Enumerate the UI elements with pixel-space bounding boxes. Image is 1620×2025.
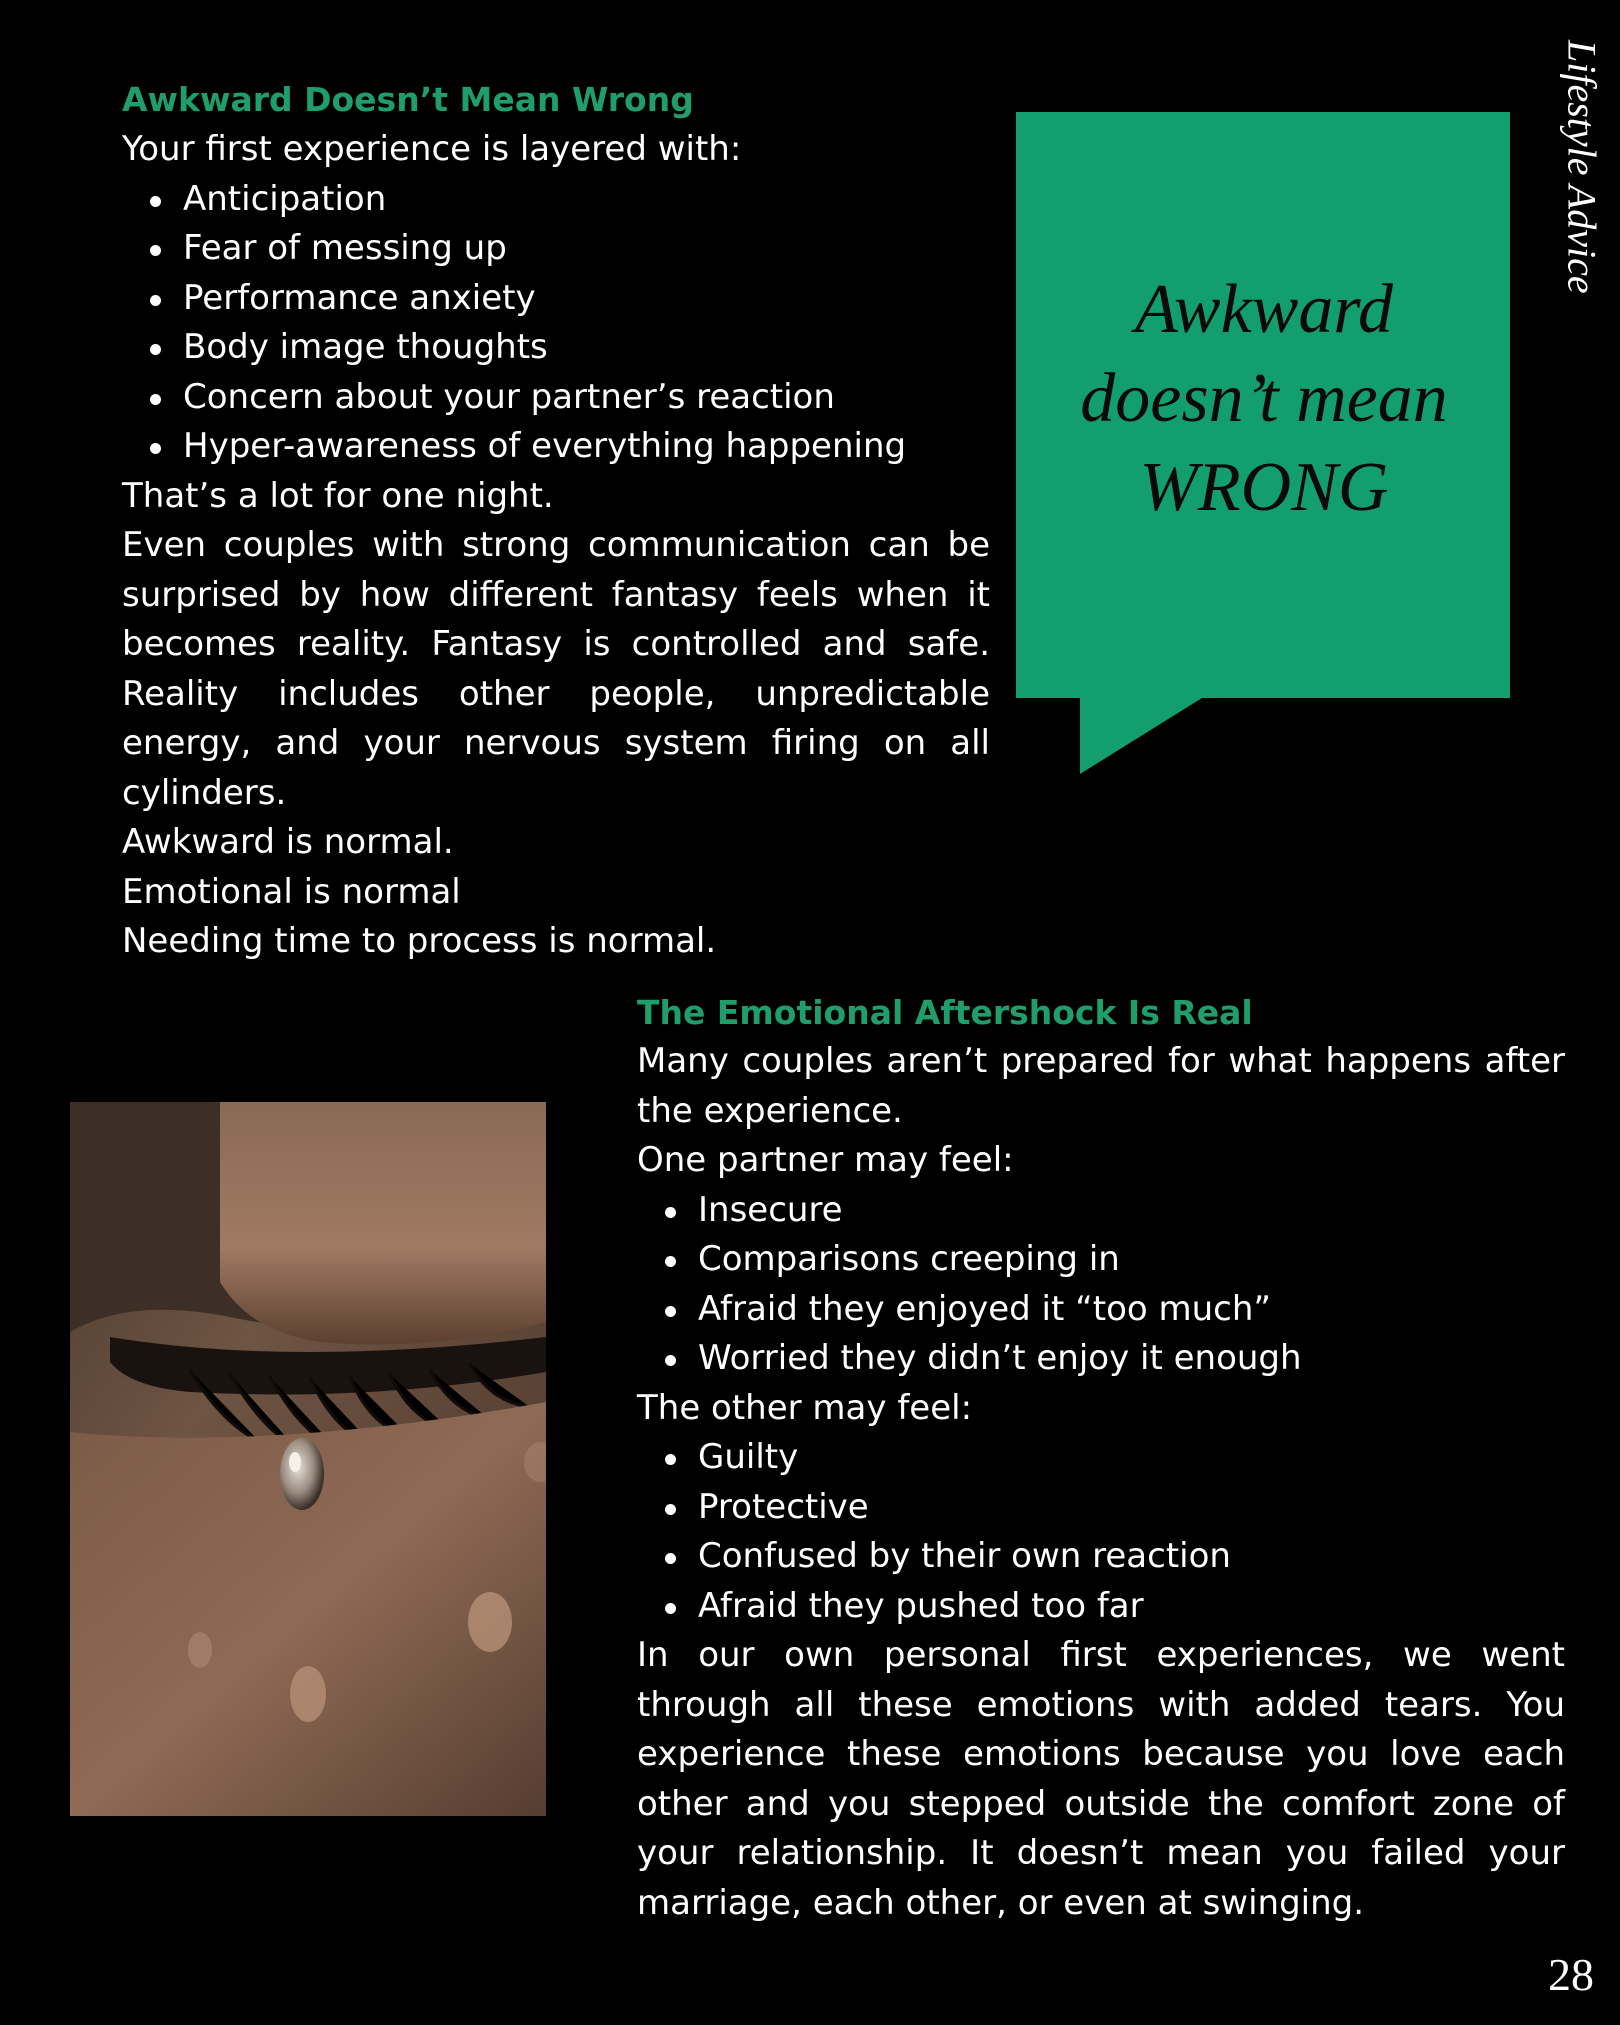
tear-eye-photo xyxy=(70,1102,546,1816)
list-item: Concern about your partner’s reaction xyxy=(150,373,990,423)
list-item: Hyper-awareness of everything happening xyxy=(150,422,990,472)
body-paragraph: Even couples with strong communication can be surprised by how different fantasy feels when it becomes reality. Fantasy is controlled and safe. Reality includes other people, unpredictable energy, and your nervous system firing on all cylinders. xyxy=(122,525,990,813)
experience-bullet-list xyxy=(122,175,990,472)
pull-quote-line: WRONG xyxy=(1139,449,1389,526)
list-item: Afraid they pushed too far xyxy=(665,1582,1565,1632)
list-item: Comparisons creeping in xyxy=(665,1235,1565,1285)
list-item: Guilty xyxy=(665,1433,1565,1483)
list-item: Worried they didn’t enjoy it enough xyxy=(665,1334,1565,1384)
list-item: Fear of messing up xyxy=(150,224,990,274)
closing-line: Awkward is normal. xyxy=(122,822,454,862)
section-aftershock-body xyxy=(637,1037,1565,1928)
partner-two-feelings-list xyxy=(637,1433,1565,1631)
intro-text: Your first experience is layered with: xyxy=(122,129,742,169)
partner-two-label: The other may feel: xyxy=(637,1387,973,1428)
list-item: Body image thoughts xyxy=(150,323,990,373)
section-heading-awkward: Awkward Doesn’t Mean Wrong xyxy=(122,80,694,119)
section-label: Lifestyle Advice xyxy=(1559,40,1605,294)
summary-line: That’s a lot for one night. xyxy=(122,475,554,516)
section-heading-aftershock: The Emotional Aftershock Is Real xyxy=(637,993,1253,1032)
list-item: Performance anxiety xyxy=(150,274,990,324)
closing-line: Needing time to process is normal. xyxy=(122,921,717,961)
partner-one-label: One partner may feel: xyxy=(637,1140,1014,1180)
intro-paragraph: Many couples aren’t prepared for what happens after the experience. xyxy=(637,1041,1565,1131)
pull-quote-text xyxy=(1016,265,1512,532)
list-item: Protective xyxy=(665,1483,1565,1533)
closing-line: Emotional is normal xyxy=(122,871,461,912)
list-item: Anticipation xyxy=(150,175,990,225)
partner-one-feelings-list xyxy=(637,1186,1565,1384)
list-item: Confused by their own reaction xyxy=(665,1532,1565,1582)
section-awkward-body xyxy=(122,125,990,967)
list-item: Afraid they enjoyed it “too much” xyxy=(665,1285,1565,1335)
pull-quote-callout xyxy=(1016,112,1512,776)
pull-quote-line: doesn’t mean xyxy=(1080,360,1448,437)
body-paragraph: In our own personal first experiences, we went through all these emotions with added tears. You experience these emotions because you love each other and you stepped outside the comfort zone of your relationship. It doesn’t mean you failed your marriage, each other, or even at swinging. xyxy=(637,1635,1565,1923)
pull-quote-line: Awkward xyxy=(1135,271,1393,348)
list-item: Insecure xyxy=(665,1186,1565,1236)
page-number: 28 xyxy=(1548,1949,1594,2000)
